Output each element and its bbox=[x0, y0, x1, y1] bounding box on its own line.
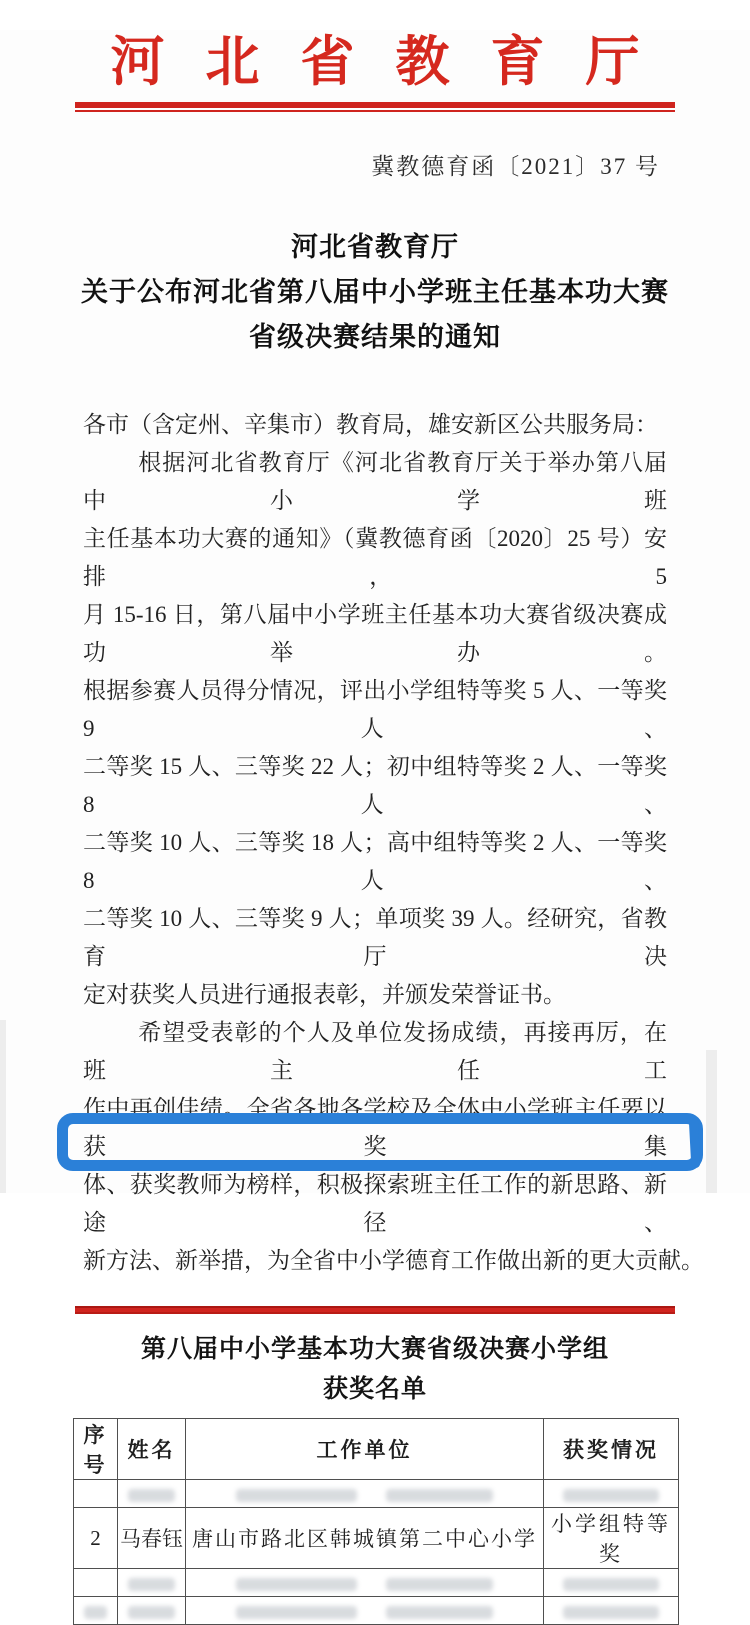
body-line: 二等奖 10 人、三等奖 9 人；单项奖 39 人。经研究，省教育厅决 bbox=[83, 906, 667, 969]
cell-no: 2 bbox=[74, 1508, 118, 1569]
blue-marker-stroke-overlap bbox=[689, 1116, 701, 1168]
ink-smudge bbox=[386, 1578, 493, 1591]
ink-smudge bbox=[563, 1489, 659, 1502]
redacted-cell bbox=[118, 1569, 186, 1597]
ink-smudge bbox=[128, 1606, 175, 1619]
ink-smudge bbox=[563, 1606, 659, 1619]
body-line: 根据河北省教育厅《河北省教育厅关于举办第八届中小学班 bbox=[83, 450, 667, 513]
cell-unit: 唐山市路北区韩城镇第二中心小学 bbox=[186, 1508, 544, 1569]
redacted-cell bbox=[544, 1597, 679, 1625]
award-table-body bbox=[74, 1480, 679, 1625]
award-table-header bbox=[74, 1419, 679, 1480]
table-row-redacted bbox=[74, 1597, 679, 1625]
ink-smudge bbox=[563, 1578, 659, 1591]
column-header: 序号 bbox=[74, 1419, 118, 1480]
redacted-cell bbox=[118, 1597, 186, 1625]
document-title-line-2: 关于公布河北省第八届中小学班主任基本功大赛 bbox=[81, 277, 669, 307]
body-line: 希望受表彰的个人及单位发扬成绩，再接再厉，在班主任工 bbox=[83, 1020, 667, 1083]
table-header-row bbox=[74, 1419, 679, 1480]
body-line: 月 15-16 日，第八届中小学班主任基本功大赛省级决赛成功举办。 bbox=[83, 602, 667, 665]
photo-edge-left bbox=[0, 1020, 6, 1193]
award-table bbox=[73, 1418, 679, 1625]
photo-edge-right bbox=[706, 1050, 717, 1193]
ink-smudge bbox=[128, 1578, 175, 1591]
body-line: 主任基本功大赛的通知》（冀教德育函〔2020〕25 号）安排，5 bbox=[83, 526, 667, 589]
official-notice-document bbox=[0, 30, 750, 1566]
cell-award: 小学组特等奖 bbox=[544, 1508, 679, 1569]
body-line: 体、获奖教师为榜样，积极探索班主任工作的新思路、新途径、 bbox=[83, 1172, 667, 1235]
ink-smudge bbox=[386, 1606, 493, 1619]
body-line: 根据参赛人员得分情况，评出小学组特等奖 5 人、一等奖 9 人、 bbox=[83, 678, 667, 741]
body-line: 定对获奖人员进行通报表彰，并颁发荣誉证书。 bbox=[83, 982, 566, 1007]
redacted-cell bbox=[544, 1480, 679, 1508]
document-title-line-1: 河北省教育厅 bbox=[291, 232, 459, 262]
body-paragraphs bbox=[83, 406, 704, 1280]
column-header: 姓名 bbox=[118, 1419, 186, 1480]
annex-heading-line-2: 获奖名单 bbox=[322, 1376, 427, 1403]
body-line: 作中再创佳绩。全省各地各学校及全体中小学班主任要以获奖集 bbox=[83, 1096, 667, 1159]
document-number: 冀教德育函〔2021〕37 号 bbox=[371, 154, 660, 179]
table-row-redacted bbox=[74, 1480, 679, 1508]
redacted-cell bbox=[186, 1597, 544, 1625]
ink-smudge bbox=[236, 1489, 357, 1502]
redacted-cell bbox=[186, 1480, 544, 1508]
table-row-redacted bbox=[74, 1569, 679, 1597]
letterhead-agency-name: 河北省教育厅 bbox=[110, 32, 681, 92]
body-line: 各市（含定州、辛集市）教育局，雄安新区公共服务局： bbox=[83, 412, 658, 437]
column-header: 获奖情况 bbox=[544, 1419, 679, 1480]
document-title-line-3: 省级决赛结果的通知 bbox=[249, 322, 501, 352]
letterhead-rule bbox=[75, 102, 675, 112]
annex-heading-line-1: 第八届中小学基本功大赛省级决赛小学组 bbox=[140, 1336, 609, 1363]
body-line: 二等奖 15 人、三等奖 22 人；初中组特等奖 2 人、一等奖 8 人、 bbox=[83, 754, 667, 817]
table-row bbox=[74, 1508, 679, 1569]
cell-name: 马春钰 bbox=[118, 1508, 186, 1569]
ink-smudge bbox=[128, 1489, 175, 1502]
redacted-cell bbox=[74, 1569, 118, 1597]
redacted-cell bbox=[74, 1480, 118, 1508]
redacted-cell bbox=[544, 1569, 679, 1597]
document-title bbox=[0, 225, 750, 360]
ink-smudge bbox=[236, 1578, 357, 1591]
annex-rule bbox=[75, 1306, 675, 1314]
annex-heading bbox=[0, 1330, 750, 1410]
ink-smudge bbox=[386, 1489, 493, 1502]
body-line: 二等奖 10 人、三等奖 18 人；高中组特等奖 2 人、一等奖 8 人、 bbox=[83, 830, 667, 893]
redacted-cell bbox=[118, 1480, 186, 1508]
column-header: 工作单位 bbox=[186, 1419, 544, 1480]
redacted-cell bbox=[74, 1597, 118, 1625]
body-line: 新方法、新举措，为全省中小学德育工作做出新的更大贡献。 bbox=[83, 1248, 704, 1273]
ink-smudge bbox=[236, 1606, 357, 1619]
redacted-cell bbox=[186, 1569, 544, 1597]
ink-smudge bbox=[84, 1606, 108, 1619]
